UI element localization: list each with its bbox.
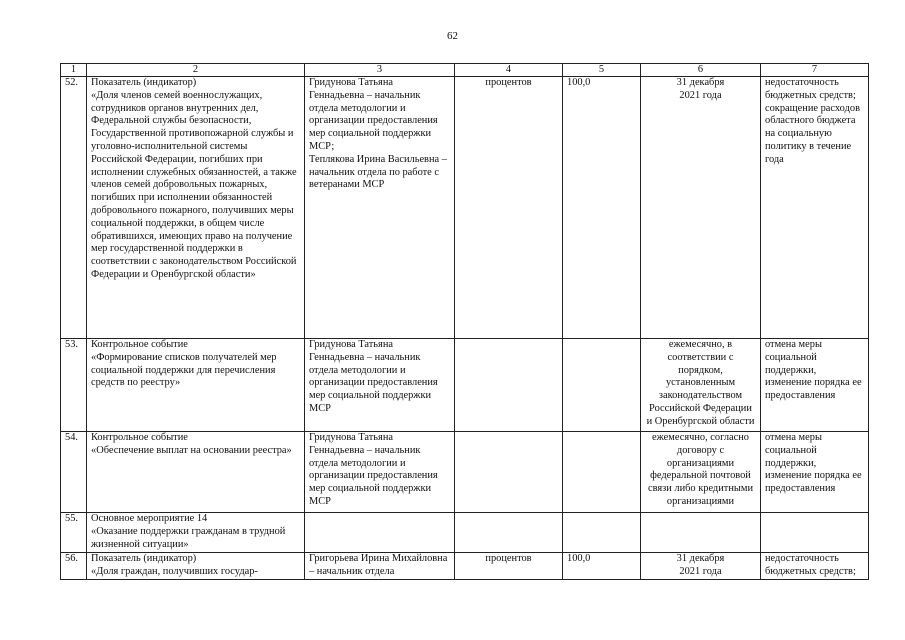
deadline [641,513,761,553]
responsible: Григорьева Ирина Михайловна – начальник отдела [305,553,455,580]
unit [455,339,563,432]
table-row [61,513,869,553]
column-header: 2 [87,64,305,77]
target-value [563,339,641,432]
row-number: 52. [61,77,87,339]
measure-name: Контрольное событие «Обеспечение выплат на основании реестра» [87,432,305,513]
table-row [61,432,869,513]
row-number: 56. [61,553,87,580]
measure-name: Показатель (индикатор) «Доля граждан, получивших государ- [87,553,305,580]
unit [455,432,563,513]
column-header: 7 [761,64,869,77]
deadline: 31 декабря 2021 года [641,77,761,339]
risk [761,513,869,553]
column-header-row [61,64,869,77]
page-number: 62 [447,30,458,42]
measure-name: Контрольное событие «Формирование списков получателей мер социальной поддержки для перечисления средств по реестру» [87,339,305,432]
unit: процентов [455,77,563,339]
measure-name: Основное мероприятие 14 «Оказание поддержки гражданам в трудной жизненной ситуации» [87,513,305,553]
table-row [61,553,869,580]
target-value: 100,0 [563,77,641,339]
unit [455,513,563,553]
responsible: Гридунова Татьяна Геннадьевна – начальник отдела методологии и организации предоставления мер социальной поддержки МСР [305,432,455,513]
row-number: 55. [61,513,87,553]
column-header: 5 [563,64,641,77]
responsible: Гридунова Татьяна Геннадьевна – начальник отдела методологии и организации предоставления мер социальной поддержки МСР [305,339,455,432]
risk: недостаточность бюджетных средств; сокращение расходов областного бюджета на социальную политику в течение года [761,77,869,339]
unit: процентов [455,553,563,580]
deadline: ежемесячно, в соответствии с порядком, установленным законодательством Российской Федерации и Оренбургской области [641,339,761,432]
risk: отмена меры социальной поддержки, изменение порядка ее предоставления [761,432,869,513]
target-value: 100,0 [563,553,641,580]
column-header: 1 [61,64,87,77]
target-value [563,513,641,553]
column-header: 6 [641,64,761,77]
measure-name: Показатель (индикатор) «Доля членов семей военнослужащих, сотрудников органов внутренних дел, Федеральной службы безопасности, Государственной противопожарной службы и уголовно-исполнительной системы Российской Федерации, погибших при исполнении служебных обязанностей, а также членов семей добровольных пожарных, погибших при исполнении обязанностей добровольного пожарного, получивших меры социальной поддержки, в общем числе обратившихся, имеющих право на получение мер государственной поддержки в соответствии с законодательством Российской Федерации и Оренбургской области» [87,77,305,339]
deadline: 31 декабря 2021 года [641,553,761,580]
target-value [563,432,641,513]
table-row [61,77,869,339]
column-header: 4 [455,64,563,77]
row-number: 53. [61,339,87,432]
measures-table [60,63,869,580]
row-number: 54. [61,432,87,513]
deadline: ежемесячно, согласно договору с организациями федеральной почтовой связи либо кредитными организациями [641,432,761,513]
table-row [61,339,869,432]
responsible [305,513,455,553]
risk: отмена меры социальной поддержки, изменение порядка ее предоставления [761,339,869,432]
responsible: Гридунова Татьяна Геннадьевна – начальник отдела методологии и организации предоставления мер социальной поддержки МСР; Теплякова Ирина Васильевна – начальник отдела по работе с ветеранами МСР [305,77,455,339]
risk: недостаточность бюджетных средств; [761,553,869,580]
column-header: 3 [305,64,455,77]
